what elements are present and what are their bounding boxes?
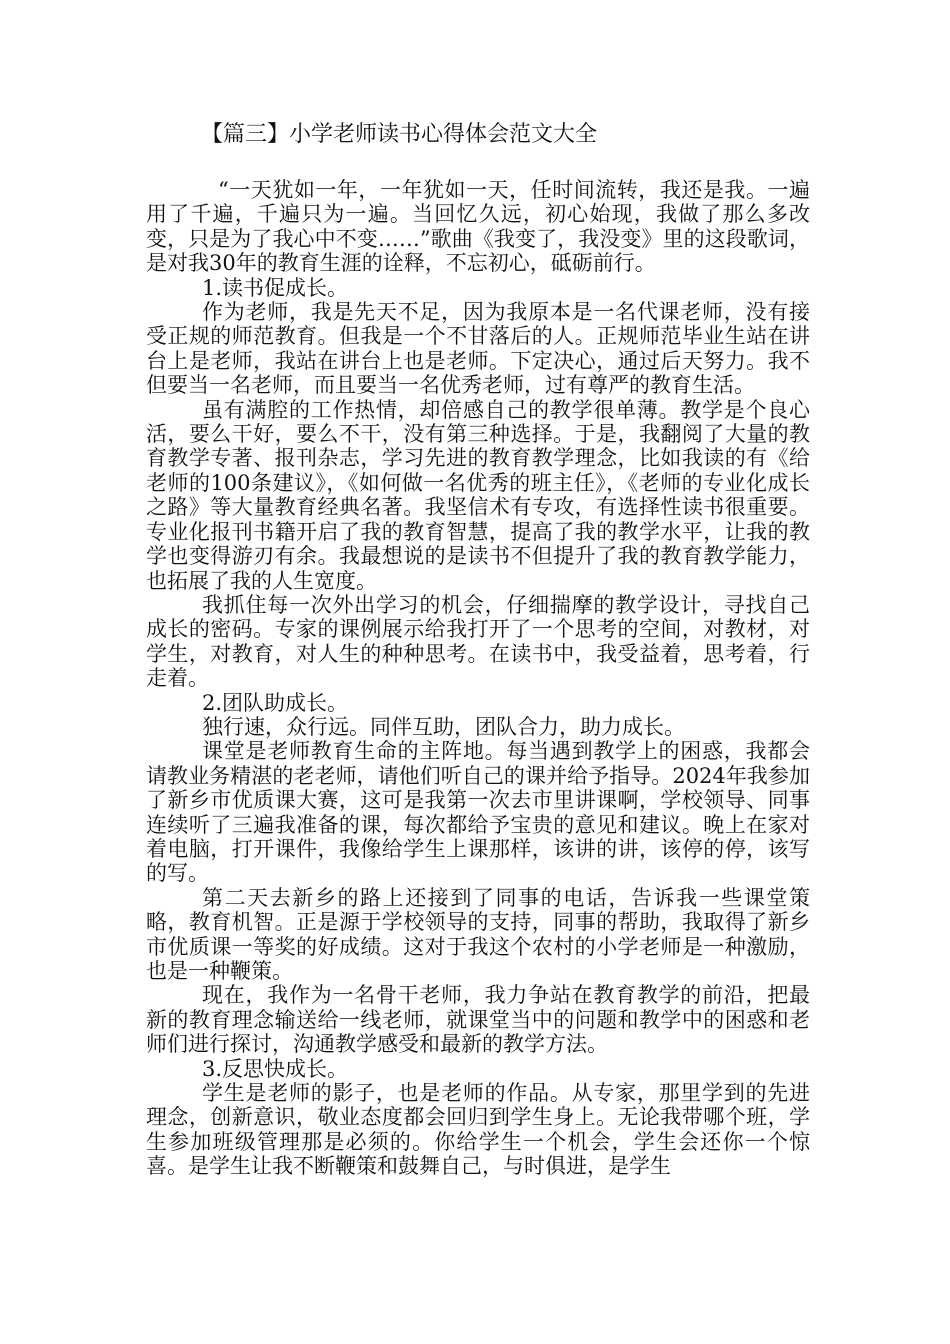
section-2-paragraph: 第二天去新乡的路上还接到了同事的电话，告诉我一些课堂策略，教育机智。正是源于学校领导的支持，同事的帮助，我取得了新乡市优质课一等奖的好成绩。这对于我这个农村的小学老师是一种激励，也是一种鞭策。 [146,885,810,983]
section-1-paragraph: 我抓住每一次外出学习的机会，仔细揣摩的教学设计，寻找自己成长的密码。专家的课例展示给我打开了一个思考的空间，对教材，对学生，对教育，对人生的种种思考。在读书中，我受益着，思考着，行走着。 [146,592,810,691]
section-2-heading: 2.团队助成长。 [202,690,349,715]
section-1-paragraph: 虽有满腔的工作热情，却倍感自己的教学很单薄。教学是个良心活，要么干好，要么不干，没有第三种选择。于是，我翻阅了大量的教育教学专著、报刊杂志，学习先进的教育教学理念，比如我读的有《给老师的100条建议》，《如何做一名优秀的班主任》，《老师的专业化成长之路》等大量教育经典名著。我坚信术有专攻，有选择性读书很重要。专业化报刊书籍开启了我的教育智慧，提高了我的教学水平，让我的教学也变得游刃有余。我最想说的是读书不但提升了我的教育教学能力，也拓展了我的人生宽度。 [146,397,810,593]
section-1-heading: 1.读书促成长。 [202,275,349,300]
title-spacer [146,151,810,178]
section-2-paragraph: 现在，我作为一名骨干老师，我力争站在教育教学的前沿，把最新的教育理念输送给一线老师，就课堂当中的问题和教学中的困惑和老师们进行探讨，沟通教学感受和最新的教学方法。 [146,983,810,1057]
document-title: 【篇三】小学老师读书心得体会范文大全 [201,122,598,147]
section-2-paragraph: 课堂是老师教育生命的主阵地。每当遇到教学上的困惑，我都会请教业务精湛的老老师，请他们听自己的课并给予指导。2024年我参加了新乡市优质课大赛，这可是我第一次去市里讲课啊，学校领导、同事连续听了三遍我准备的课，每次都给予宝贵的意见和建议。晚上在家对着电脑，打开课件，我像给学生上课那样，该讲的讲，该停的停，该写的写。 [146,739,810,886]
section-3-heading: 3.反思快成长。 [202,1056,349,1081]
intro-paragraph: “一天犹如一年，一年犹如一天，任时间流转，我还是我。一遍用了千遍，千遍只为一遍。当回忆久远，初心始现，我做了那么多改变，只是为了我心中不变……”歌曲《我变了，我没变》里的这段歌词，是对我30年的教育生涯的诠释，不忘初心，砥砺前行。 [146,178,810,276]
section-1-paragraph: 作为老师，我是先天不足，因为我原本是一名代课老师，没有接受正规的师范教育。但我是一个不甘落后的人。正规师范毕业生站在讲台上是老师，我站在讲台上也是老师。下定决心，通过后天努力。我不但要当一名老师，而且要当一名优秀老师，过有尊严的教育生活。 [146,300,810,398]
section-3-paragraph: 学生是老师的影子，也是老师的作品。从专家，那里学到的先进理念，创新意识，敬业态度都会回归到学生身上。无论我带哪个班，学生参加班级管理那是必须的。你给学生一个机会，学生会还你一个惊喜。是学生让我不断鞭策和鼓舞自己，与时俱进，是学生 [146,1081,810,1179]
section-2-paragraph: 独行速，众行远。同伴互助，团队合力，助力成长。 [202,714,685,739]
document-page [146,119,810,1179]
